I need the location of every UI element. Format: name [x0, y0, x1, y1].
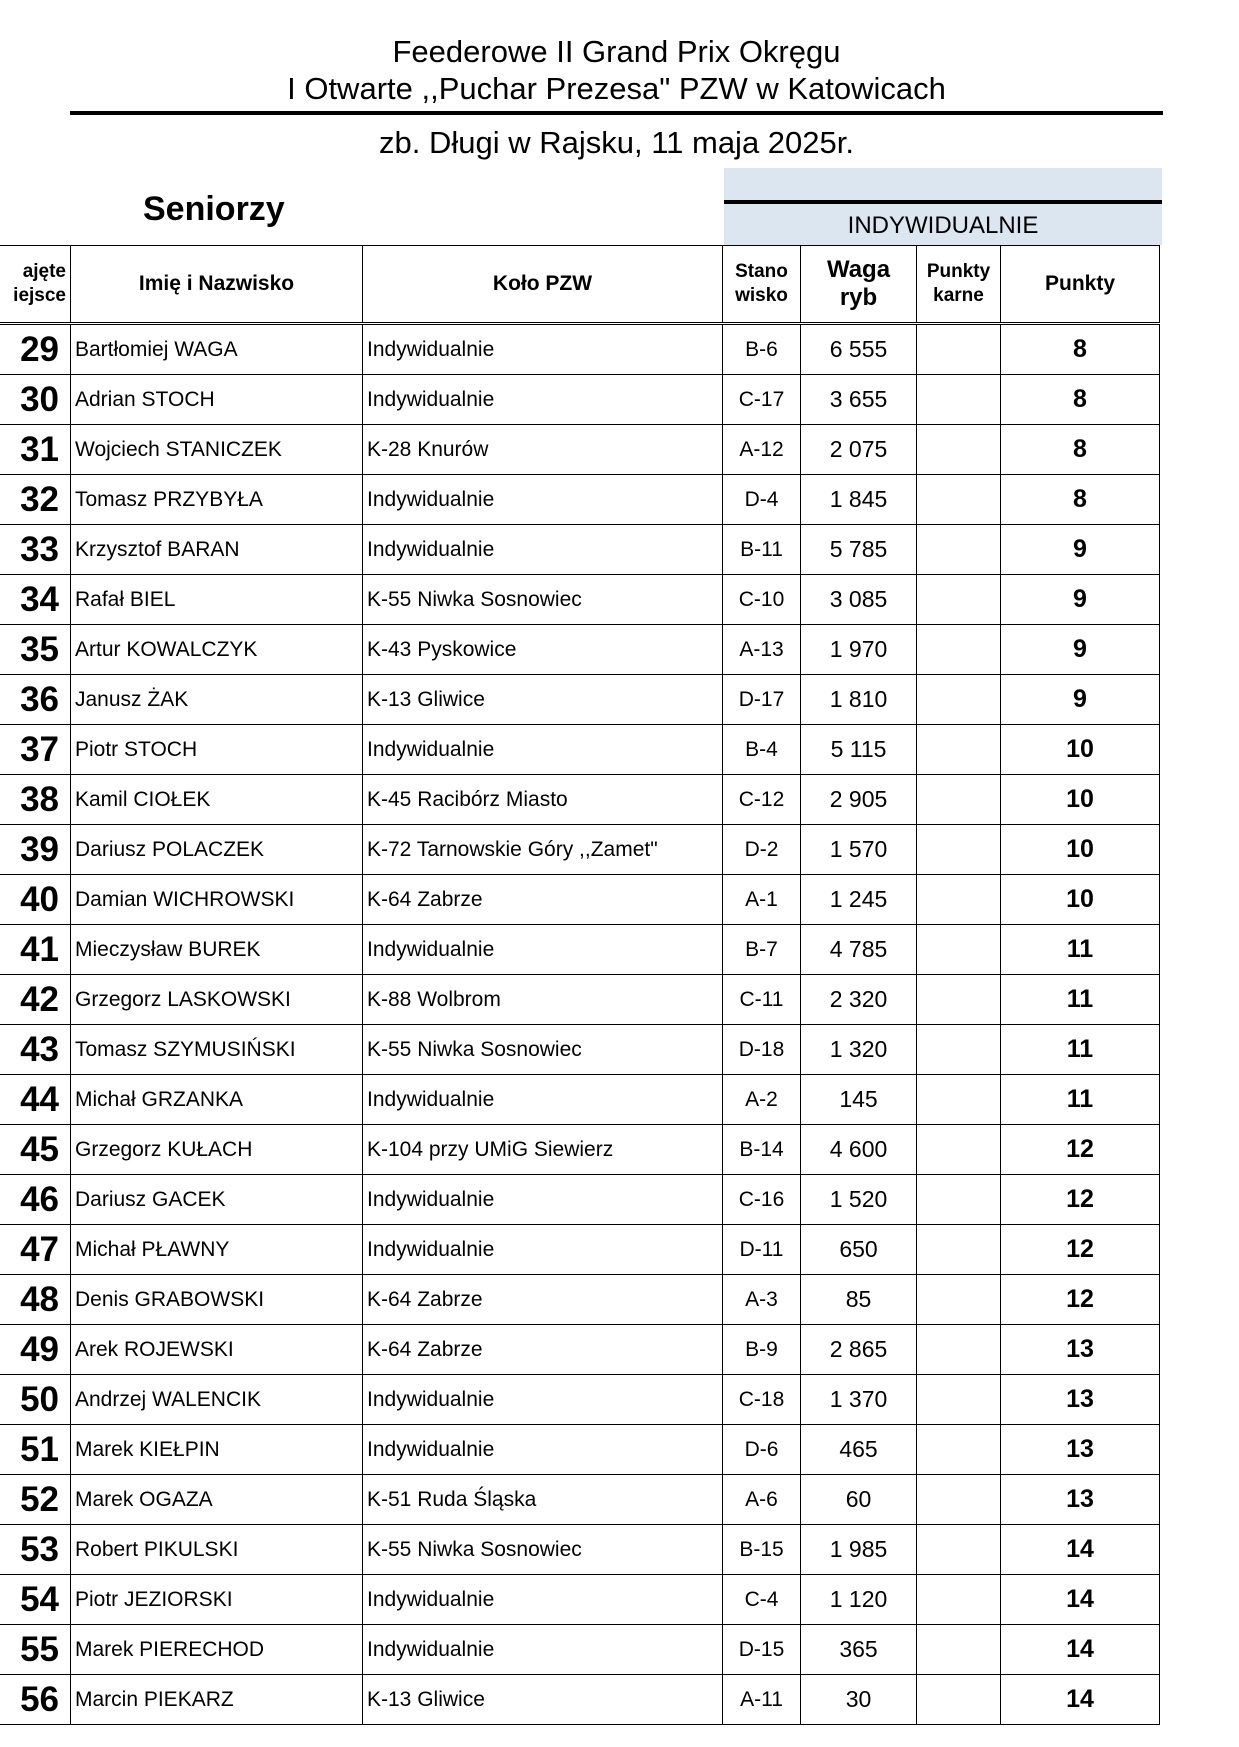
place-cell: 40 [0, 875, 71, 925]
name-cell: Kamil CIOŁEK [71, 775, 363, 825]
club-cell: Indywidualnie [363, 324, 723, 375]
club-cell: K-104 przy UMiG Siewierz [363, 1125, 723, 1175]
points-cell: 9 [1001, 675, 1160, 725]
name-cell: Dariusz POLACZEK [71, 825, 363, 875]
weight-cell: 30 [801, 1675, 917, 1725]
penalty-cell [917, 575, 1001, 625]
weight-cell: 2 320 [801, 975, 917, 1025]
stand-cell: A-13 [723, 625, 801, 675]
club-cell: Indywidualnie [363, 1225, 723, 1275]
weight-cell: 1 120 [801, 1575, 917, 1625]
section-title: Seniorzy [143, 190, 285, 228]
penalty-cell [917, 1525, 1001, 1575]
club-cell: K-51 Ruda Śląska [363, 1475, 723, 1525]
document-subtitle: zb. Długi w Rajsku, 11 maja 2025r. [379, 125, 854, 160]
penalty-cell [917, 1475, 1001, 1525]
club-cell: K-13 Gliwice [363, 675, 723, 725]
place-cell: 30 [0, 375, 71, 425]
penalty-cell [917, 475, 1001, 525]
name-cell: Grzegorz KUŁACH [71, 1125, 363, 1175]
name-cell: Adrian STOCH [71, 375, 363, 425]
table-row [0, 1325, 1160, 1375]
place-cell: 33 [0, 525, 71, 575]
banner-label: INDYWIDUALNIE [847, 212, 1039, 239]
table-row [0, 425, 1160, 475]
weight-cell: 1 370 [801, 1375, 917, 1425]
weight-cell: 465 [801, 1425, 917, 1475]
stand-cell: C-10 [723, 575, 801, 625]
place-cell: 52 [0, 1475, 71, 1525]
weight-cell: 1 520 [801, 1175, 917, 1225]
weight-cell: 1 985 [801, 1525, 917, 1575]
name-cell: Tomasz PRZYBYŁA [71, 475, 363, 525]
weight-cell: 5 785 [801, 525, 917, 575]
document-title-line-2: I Otwarte ,,Puchar Prezesa" PZW w Katowicach [287, 71, 946, 106]
place-cell: 55 [0, 1625, 71, 1675]
penalty-cell [917, 1125, 1001, 1175]
name-cell: Robert PIKULSKI [71, 1525, 363, 1575]
name-cell: Marek KIEŁPIN [71, 1425, 363, 1475]
points-cell: 12 [1001, 1275, 1160, 1325]
table-row [0, 875, 1160, 925]
weight-cell: 145 [801, 1075, 917, 1125]
stand-cell: D-2 [723, 825, 801, 875]
weight-cell: 5 115 [801, 725, 917, 775]
name-cell: Bartłomiej WAGA [71, 324, 363, 375]
place-cell: 44 [0, 1075, 71, 1125]
banner-divider [724, 200, 1162, 204]
column-header-points: Punkty [1001, 246, 1160, 324]
club-cell: K-55 Niwka Sosnowiec [363, 1025, 723, 1075]
category-banner [724, 168, 1162, 245]
penalty-cell [917, 1225, 1001, 1275]
place-cell: 56 [0, 1675, 71, 1725]
stand-cell: A-12 [723, 425, 801, 475]
place-cell: 38 [0, 775, 71, 825]
weight-cell: 1 970 [801, 625, 917, 675]
name-cell: Grzegorz LASKOWSKI [71, 975, 363, 1025]
stand-cell: A-2 [723, 1075, 801, 1125]
weight-cell: 1 570 [801, 825, 917, 875]
penalty-cell [917, 375, 1001, 425]
name-cell: Mieczysław BUREK [71, 925, 363, 975]
points-cell: 10 [1001, 825, 1160, 875]
points-cell: 9 [1001, 625, 1160, 675]
points-cell: 13 [1001, 1325, 1160, 1375]
weight-cell: 1 810 [801, 675, 917, 725]
name-cell: Piotr STOCH [71, 725, 363, 775]
stand-cell: C-4 [723, 1575, 801, 1625]
table-row [0, 1525, 1160, 1575]
weight-cell: 2 865 [801, 1325, 917, 1375]
club-cell: Indywidualnie [363, 475, 723, 525]
weight-cell: 4 785 [801, 925, 917, 975]
penalty-cell [917, 1675, 1001, 1725]
penalty-cell [917, 1425, 1001, 1475]
table-row [0, 525, 1160, 575]
column-header-penalty [917, 246, 1001, 324]
place-cell: 39 [0, 825, 71, 875]
penalty-cell [917, 725, 1001, 775]
stand-cell: D-17 [723, 675, 801, 725]
table-row [0, 1425, 1160, 1475]
weight-cell: 6 555 [801, 324, 917, 375]
table-row [0, 1475, 1160, 1525]
stand-cell: C-16 [723, 1175, 801, 1225]
points-cell: 11 [1001, 975, 1160, 1025]
club-cell: K-28 Knurów [363, 425, 723, 475]
table-row [0, 675, 1160, 725]
club-cell: Indywidualnie [363, 1375, 723, 1425]
club-cell: Indywidualnie [363, 1075, 723, 1125]
table-row [0, 1225, 1160, 1275]
place-cell: 32 [0, 475, 71, 525]
column-header-name: Imię i Nazwisko [71, 246, 363, 324]
points-cell: 10 [1001, 875, 1160, 925]
weight-cell: 85 [801, 1275, 917, 1325]
column-header-weight-line-2: ryb [839, 284, 878, 311]
stand-cell: D-11 [723, 1225, 801, 1275]
table-row [0, 375, 1160, 425]
table-row [0, 475, 1160, 525]
stand-cell: C-17 [723, 375, 801, 425]
points-cell: 8 [1001, 475, 1160, 525]
column-header-weight-line-1: Waga [826, 256, 891, 283]
table-row [0, 1275, 1160, 1325]
table-row [0, 1625, 1160, 1675]
points-cell: 11 [1001, 1025, 1160, 1075]
column-header-club: Koło PZW [363, 246, 723, 324]
club-cell: K-64 Zabrze [363, 875, 723, 925]
points-cell: 10 [1001, 775, 1160, 825]
points-cell: 14 [1001, 1575, 1160, 1625]
column-header-stand [723, 246, 801, 324]
table-row [0, 1175, 1160, 1225]
club-cell: K-72 Tarnowskie Góry ,,Zamet" [363, 825, 723, 875]
points-cell: 14 [1001, 1675, 1160, 1725]
club-cell: K-55 Niwka Sosnowiec [363, 575, 723, 625]
penalty-cell [917, 825, 1001, 875]
points-cell: 8 [1001, 324, 1160, 375]
stand-cell: D-4 [723, 475, 801, 525]
weight-cell: 1 245 [801, 875, 917, 925]
points-cell: 13 [1001, 1375, 1160, 1425]
stand-cell: B-4 [723, 725, 801, 775]
penalty-cell [917, 925, 1001, 975]
penalty-cell [917, 1075, 1001, 1125]
penalty-cell [917, 625, 1001, 675]
place-cell: 43 [0, 1025, 71, 1075]
points-cell: 10 [1001, 725, 1160, 775]
club-cell: K-43 Pyskowice [363, 625, 723, 675]
weight-cell: 2 905 [801, 775, 917, 825]
name-cell: Wojciech STANICZEK [71, 425, 363, 475]
club-cell: Indywidualnie [363, 525, 723, 575]
table-row [0, 1125, 1160, 1175]
table-row [0, 825, 1160, 875]
place-cell: 46 [0, 1175, 71, 1225]
weight-cell: 3 085 [801, 575, 917, 625]
table-row [0, 625, 1160, 675]
points-cell: 11 [1001, 925, 1160, 975]
penalty-cell [917, 525, 1001, 575]
name-cell: Dariusz GACEK [71, 1175, 363, 1225]
club-cell: Indywidualnie [363, 375, 723, 425]
place-cell: 45 [0, 1125, 71, 1175]
points-cell: 9 [1001, 525, 1160, 575]
table-row [0, 925, 1160, 975]
name-cell: Piotr JEZIORSKI [71, 1575, 363, 1625]
name-cell: Janusz ŻAK [71, 675, 363, 725]
column-header-weight [801, 246, 917, 324]
place-cell: 34 [0, 575, 71, 625]
table-row [0, 975, 1160, 1025]
stand-cell: C-11 [723, 975, 801, 1025]
club-cell: K-88 Wolbrom [363, 975, 723, 1025]
place-cell: 54 [0, 1575, 71, 1625]
weight-cell: 365 [801, 1625, 917, 1675]
penalty-cell [917, 1025, 1001, 1075]
name-cell: Andrzej WALENCIK [71, 1375, 363, 1425]
table-header-row [0, 246, 1160, 324]
column-header-penalty-line-1: Punkty [926, 261, 991, 282]
name-cell: Artur KOWALCZYK [71, 625, 363, 675]
title-divider [70, 111, 1163, 115]
name-cell: Michał PŁAWNY [71, 1225, 363, 1275]
stand-cell: C-18 [723, 1375, 801, 1425]
penalty-cell [917, 425, 1001, 475]
place-cell: 47 [0, 1225, 71, 1275]
stand-cell: B-9 [723, 1325, 801, 1375]
weight-cell: 60 [801, 1475, 917, 1525]
points-cell: 12 [1001, 1225, 1160, 1275]
club-cell: K-64 Zabrze [363, 1275, 723, 1325]
table-row [0, 575, 1160, 625]
place-cell: 29 [0, 324, 71, 375]
table-row [0, 775, 1160, 825]
penalty-cell [917, 1375, 1001, 1425]
place-cell: 37 [0, 725, 71, 775]
name-cell: Denis GRABOWSKI [71, 1275, 363, 1325]
club-cell: K-64 Zabrze [363, 1325, 723, 1375]
club-cell: Indywidualnie [363, 925, 723, 975]
club-cell: Indywidualnie [363, 725, 723, 775]
penalty-cell [917, 1175, 1001, 1225]
stand-cell: B-7 [723, 925, 801, 975]
weight-cell: 650 [801, 1225, 917, 1275]
stand-cell: D-15 [723, 1625, 801, 1675]
column-header-place-line-1: ajęte [22, 261, 66, 282]
stand-cell: A-11 [723, 1675, 801, 1725]
place-cell: 51 [0, 1425, 71, 1475]
place-cell: 53 [0, 1525, 71, 1575]
results-table [0, 245, 1160, 1725]
club-cell: Indywidualnie [363, 1625, 723, 1675]
table-row [0, 1025, 1160, 1075]
table-row [0, 1075, 1160, 1125]
column-header-stand-line-1: Stano [735, 261, 788, 282]
penalty-cell [917, 875, 1001, 925]
stand-cell: B-6 [723, 324, 801, 375]
points-cell: 14 [1001, 1525, 1160, 1575]
name-cell: Marcin PIEKARZ [71, 1675, 363, 1725]
points-cell: 12 [1001, 1175, 1160, 1225]
club-cell: K-45 Racibórz Miasto [363, 775, 723, 825]
stand-cell: A-6 [723, 1475, 801, 1525]
name-cell: Michał GRZANKA [71, 1075, 363, 1125]
club-cell: Indywidualnie [363, 1175, 723, 1225]
name-cell: Rafał BIEL [71, 575, 363, 625]
column-header-stand-line-2: wisko [735, 285, 788, 306]
penalty-cell [917, 775, 1001, 825]
table-row [0, 1575, 1160, 1625]
points-cell: 9 [1001, 575, 1160, 625]
table-row [0, 1675, 1160, 1725]
penalty-cell [917, 675, 1001, 725]
weight-cell: 4 600 [801, 1125, 917, 1175]
place-cell: 48 [0, 1275, 71, 1325]
points-cell: 14 [1001, 1625, 1160, 1675]
name-cell: Marek PIERECHOD [71, 1625, 363, 1675]
name-cell: Tomasz SZYMUSIŃSKI [71, 1025, 363, 1075]
weight-cell: 1 845 [801, 475, 917, 525]
table-row [0, 1375, 1160, 1425]
club-cell: Indywidualnie [363, 1425, 723, 1475]
place-cell: 49 [0, 1325, 71, 1375]
place-cell: 41 [0, 925, 71, 975]
points-cell: 11 [1001, 1075, 1160, 1125]
penalty-cell [917, 1625, 1001, 1675]
weight-cell: 2 075 [801, 425, 917, 475]
column-header-penalty-line-2: karne [933, 285, 984, 306]
name-cell: Krzysztof BARAN [71, 525, 363, 575]
column-header-place-line-2: iejsce [13, 285, 66, 306]
points-cell: 8 [1001, 425, 1160, 475]
points-cell: 8 [1001, 375, 1160, 425]
name-cell: Arek ROJEWSKI [71, 1325, 363, 1375]
stand-cell: A-3 [723, 1275, 801, 1325]
stand-cell: D-18 [723, 1025, 801, 1075]
stand-cell: B-14 [723, 1125, 801, 1175]
place-cell: 36 [0, 675, 71, 725]
penalty-cell [917, 324, 1001, 375]
points-cell: 13 [1001, 1425, 1160, 1475]
name-cell: Marek OGAZA [71, 1475, 363, 1525]
stand-cell: C-12 [723, 775, 801, 825]
club-cell: K-55 Niwka Sosnowiec [363, 1525, 723, 1575]
place-cell: 35 [0, 625, 71, 675]
club-cell: Indywidualnie [363, 1575, 723, 1625]
place-cell: 31 [0, 425, 71, 475]
document-title-line-1: Feederowe II Grand Prix Okręgu [392, 34, 841, 69]
stand-cell: A-1 [723, 875, 801, 925]
stand-cell: B-15 [723, 1525, 801, 1575]
weight-cell: 3 655 [801, 375, 917, 425]
points-cell: 13 [1001, 1475, 1160, 1525]
penalty-cell [917, 1275, 1001, 1325]
place-cell: 42 [0, 975, 71, 1025]
weight-cell: 1 320 [801, 1025, 917, 1075]
name-cell: Damian WICHROWSKI [71, 875, 363, 925]
place-cell: 50 [0, 1375, 71, 1425]
penalty-cell [917, 1325, 1001, 1375]
points-cell: 12 [1001, 1125, 1160, 1175]
penalty-cell [917, 1575, 1001, 1625]
results-table-body [0, 324, 1160, 1725]
penalty-cell [917, 975, 1001, 1025]
club-cell: K-13 Gliwice [363, 1675, 723, 1725]
stand-cell: D-6 [723, 1425, 801, 1475]
stand-cell: B-11 [723, 525, 801, 575]
column-header-place [0, 246, 71, 324]
table-row [0, 324, 1160, 375]
table-row [0, 725, 1160, 775]
